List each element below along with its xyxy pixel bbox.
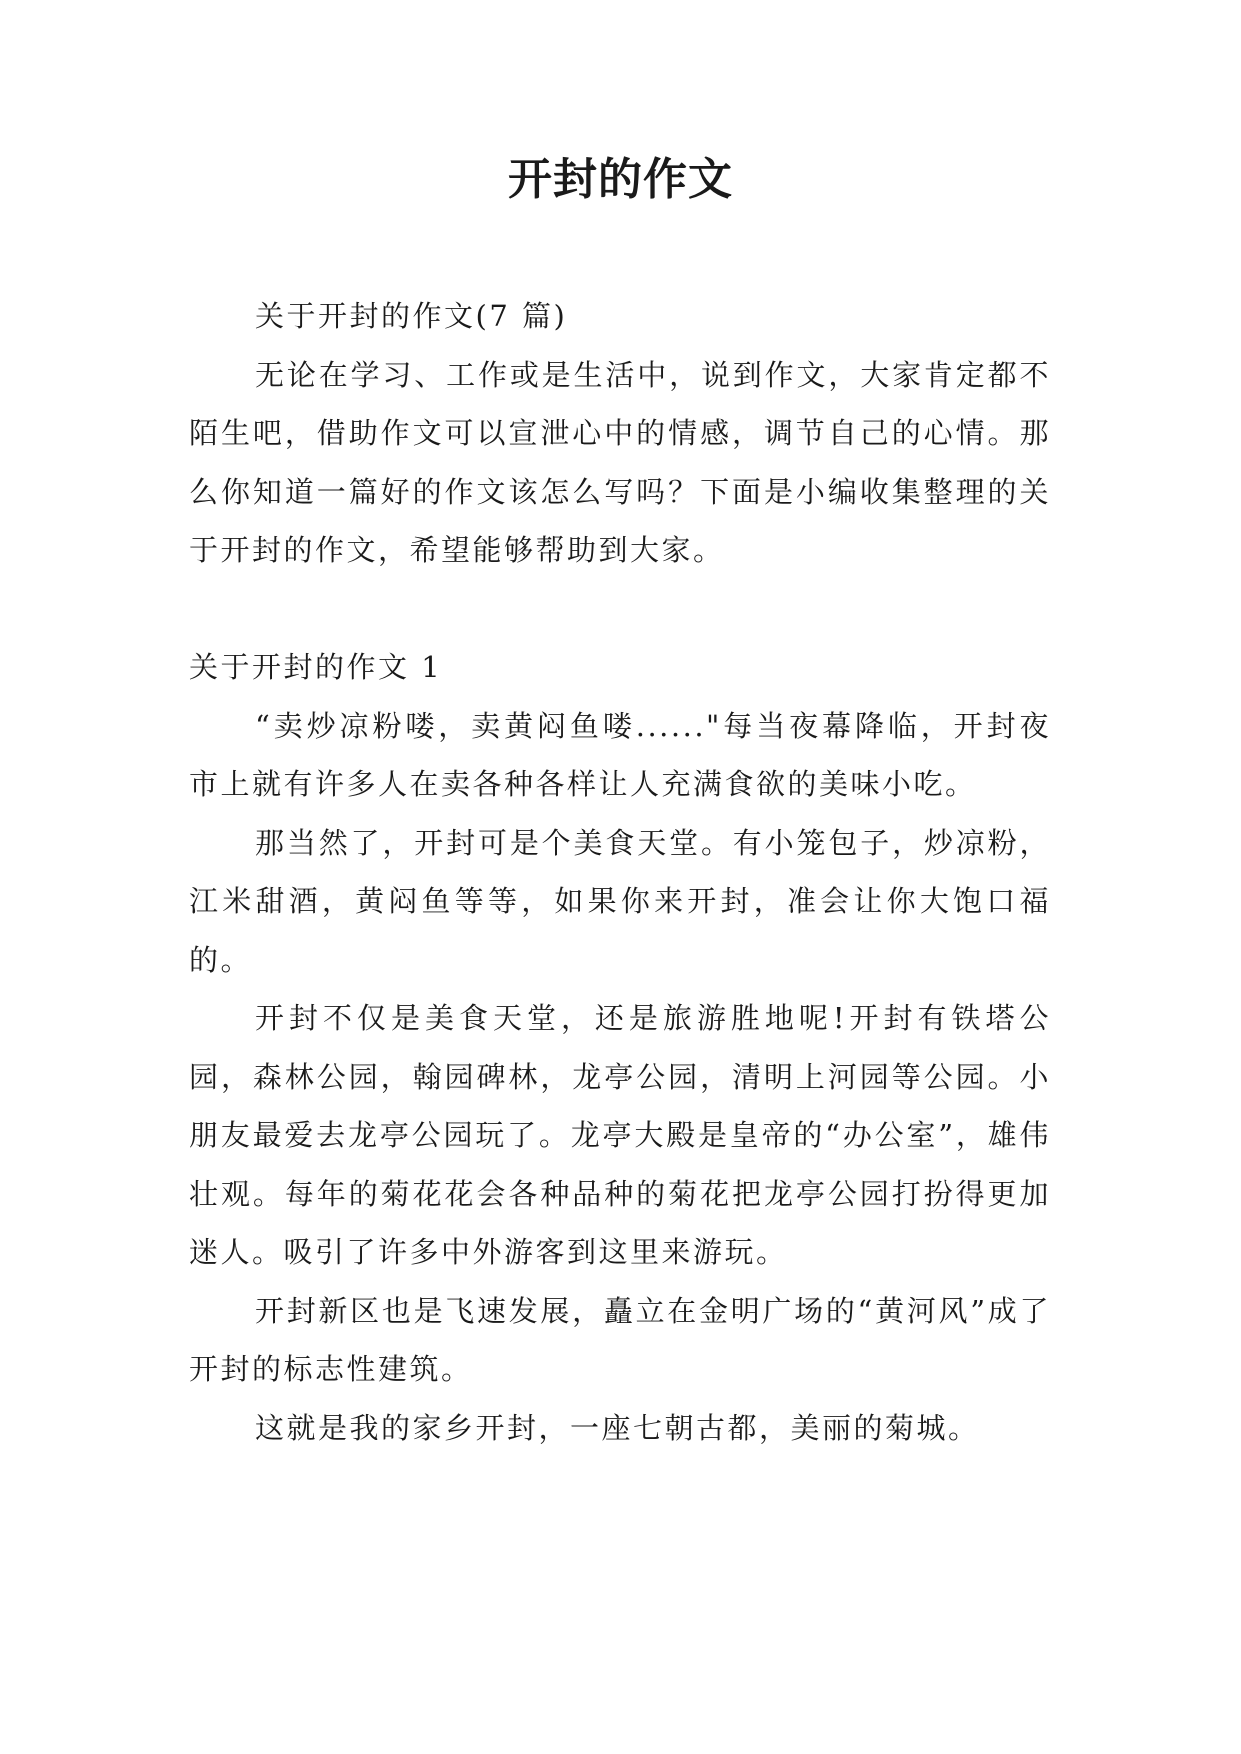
intro-heading: 关于开封的作文(7 篇) — [255, 299, 568, 333]
body-paragraph: 那当然了，开封可是个美食天堂。有小笼包子，炒凉粉，江米甜酒，黄闷鱼等等，如果你来开封，准会让你大饱口福的。 — [189, 825, 1051, 977]
document-body — [189, 287, 1051, 1457]
body-paragraph: 开封不仅是美食天堂，还是旅游胜地呢!开封有铁塔公园，森林公园，翰园碑林，龙亭公园，清明上河园等公园。小朋友最爱去龙亭公园玩了。龙亭大殿是皇帝的“办公室”，雄伟壮观。每年的菊花花会各种品种的菊花把龙亭公园打扮得更加迷人。吸引了许多中外游客到这里来游玩。 — [189, 1001, 1051, 1269]
body-paragraph: 这就是我的家乡开封，一座七朝古都，美丽的菊城。 — [255, 1410, 980, 1445]
page-title: 开封的作文 — [508, 154, 733, 205]
section-spacer — [189, 580, 1051, 639]
body-paragraph: “卖炒凉粉喽，卖黄闷鱼喽......"每当夜幕降临，开封夜市上就有许多人在卖各种各样让人充满食欲的美味小吃。 — [189, 708, 1051, 801]
section-heading: 关于开封的作文 1 — [189, 650, 443, 684]
body-paragraph: 开封新区也是飞速发展，矗立在金明广场的“黄河风”成了开封的标志性建筑。 — [189, 1293, 1051, 1386]
intro-paragraph: 无论在学习、工作或是生活中，说到作文，大家肯定都不陌生吧，借助作文可以宣泄心中的情感，调节自己的心情。那么你知道一篇好的作文该怎么写吗？下面是小编收集整理的关于开封的作文，希望能够帮助到大家。 — [189, 357, 1051, 567]
